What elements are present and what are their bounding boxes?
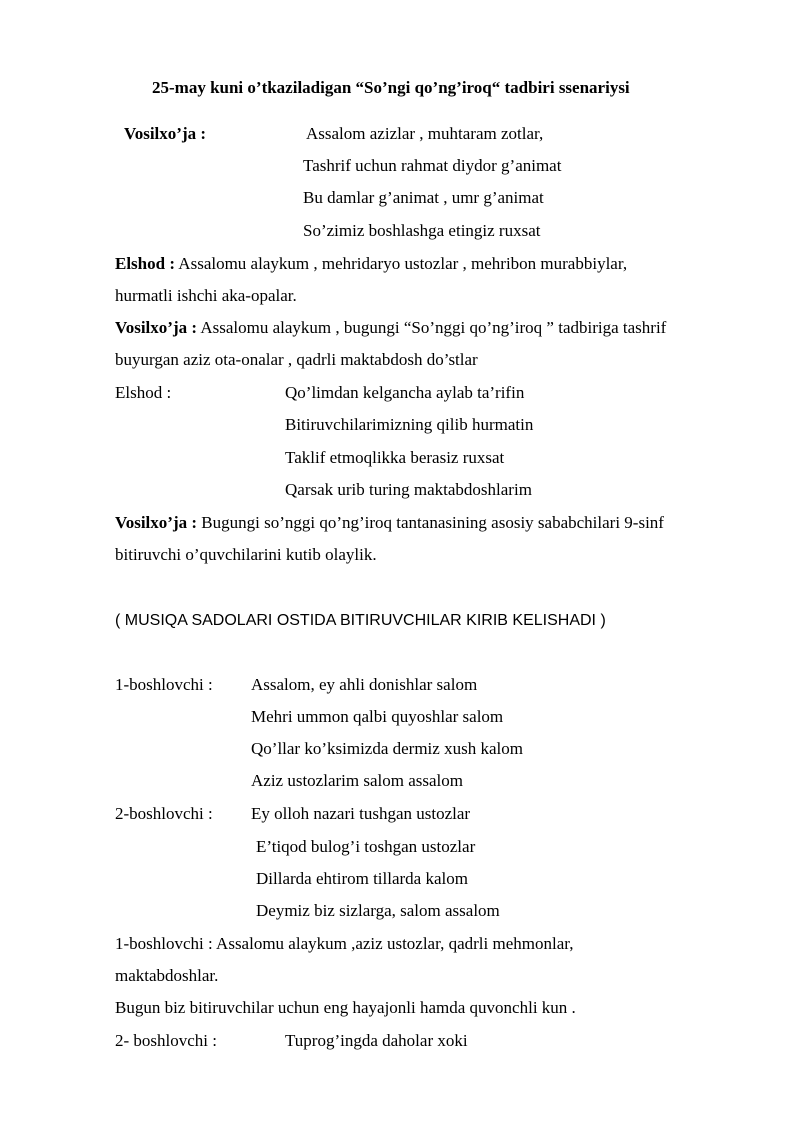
paragraph-text: Assalomu alaykum , mehridaryo ustozlar , mehribon murabbiylar,: [175, 254, 628, 273]
paragraph-line: bitiruvchi o’quvchilarini kutib olaylik.: [115, 545, 377, 564]
poem-line: So’zimiz boshlashga etingiz ruxsat: [303, 221, 541, 240]
stage-direction: ( MUSIQA SADOLARI OSTIDA BITIRUVCHILAR KIRIB KELISHADI ): [115, 612, 606, 629]
poem-line: Qo’llar ko’ksimizda dermiz xush kalom: [251, 739, 523, 758]
poem-line: Deymiz biz sizlarga, salom assalom: [256, 901, 500, 920]
paragraph-text: Assalomu alaykum , bugungi “So’nggi qo’ng’iroq ” tadbiriga tashrif: [197, 318, 667, 337]
speaker-label: Vosilxo’ja :: [124, 124, 207, 143]
paragraph-line: hurmatli ishchi aka-opalar.: [115, 286, 297, 305]
paragraph-line: maktabdoshlar.: [115, 966, 219, 985]
speaker-label: Vosilxo’ja :: [115, 513, 198, 532]
paragraph-line: buyurgan aziz ota-onalar , qadrli maktabdosh do’stlar: [115, 350, 478, 369]
speaker-label: Vosilxo’ja :: [115, 318, 198, 337]
poem-line: Dillarda ehtirom tillarda kalom: [256, 869, 468, 888]
poem-line: Tuprog’ingda daholar xoki: [285, 1031, 468, 1050]
poem-line: Bitiruvchilarimizning qilib hurmatin: [285, 415, 534, 434]
speaker-label: 2- boshlovchi :: [115, 1031, 217, 1050]
poem-line: Bu damlar g’animat , umr g’animat: [303, 188, 544, 207]
page-title: 25-may kuni o’tkaziladigan “So’ngi qo’ng’iroq“ tadbiri ssenariysi: [152, 78, 630, 97]
poem-line: Assalom azizlar , muhtaram zotlar,: [306, 124, 544, 143]
paragraph-line: [115, 513, 664, 533]
speaker-label: Elshod :: [115, 383, 172, 402]
poem-line: Aziz ustozlarim salom assalom: [251, 771, 463, 790]
poem-line: E’tiqod bulog’i toshgan ustozlar: [256, 837, 476, 856]
paragraph-line: [115, 318, 666, 338]
poem-line: Mehri ummon qalbi quyoshlar salom: [251, 707, 504, 726]
speaker-label: Elshod :: [115, 254, 175, 273]
paragraph-line: 1-boshlovchi : Assalomu alaykum ,aziz ustozlar, qadrli mehmonlar,: [115, 934, 574, 953]
paragraph-text: Bugungi so’nggi qo’ng’iroq tantanasining asosiy sababchilari 9-sinf: [197, 513, 664, 532]
paragraph-line: Bugun biz bitiruvchilar uchun eng hayajonli hamda quvonchli kun .: [115, 998, 576, 1017]
poem-line: Qarsak urib turing maktabdoshlarim: [285, 480, 532, 499]
speaker-label: 2-boshlovchi :: [115, 804, 213, 823]
paragraph-line: [115, 254, 627, 274]
poem-line: Qo’limdan kelgancha aylab ta’rifin: [285, 383, 525, 402]
poem-line: Ey olloh nazari tushgan ustozlar: [251, 804, 471, 823]
poem-line: Taklif etmoqlikka berasiz ruxsat: [285, 448, 505, 467]
speaker-label: 1-boshlovchi :: [115, 675, 213, 694]
poem-line: Tashrif uchun rahmat diydor g’animat: [303, 156, 562, 175]
poem-line: Assalom, ey ahli donishlar salom: [251, 675, 478, 694]
